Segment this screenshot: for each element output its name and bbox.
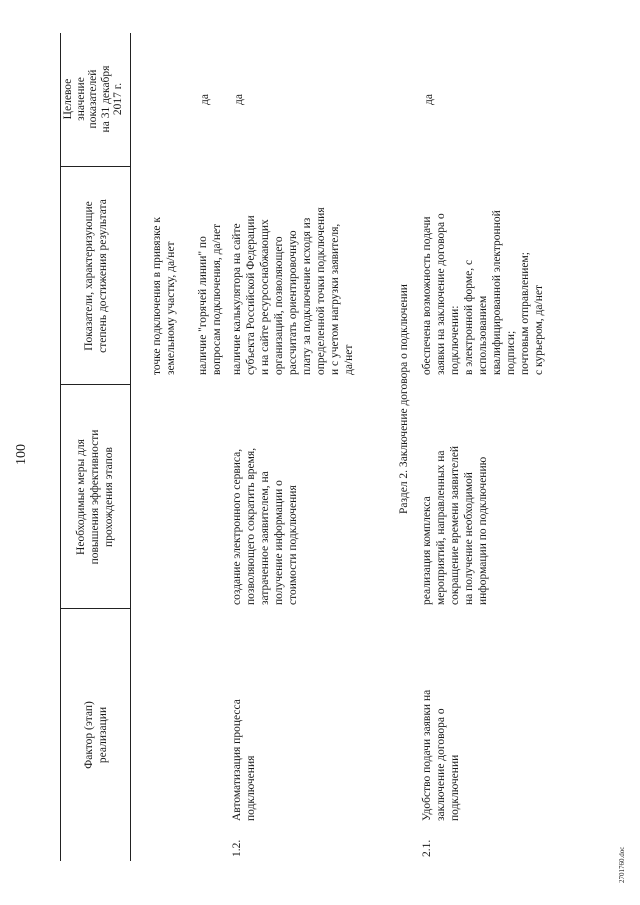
document-id: 2701760.doc: [618, 846, 626, 883]
indicator-hotline: наличие "горячей линии" по вопросам подключения, да/нет: [197, 223, 223, 375]
header-measures: Необходимые меры для повышения эффективности прохождения этапов: [75, 429, 115, 565]
column-divider-1: [60, 608, 130, 609]
column-divider-3: [60, 166, 130, 167]
header-target: Целевое значение показателей на 31 декабря 2017 г.: [62, 65, 124, 133]
column-divider-2: [60, 384, 130, 385]
indicator-continued-1: точке подключения в привязке к земельному участку, да/нет: [151, 217, 177, 375]
row-2-1-indicator: обеспечена возможность подачи заявки на заключение договора о подключении: в электронной форме, с использованием квалифицированной электронной подписи; почтовым отправлением; с курьером, да/нет: [421, 210, 545, 375]
row-1-2-factor: Автоматизация процесса подключения: [231, 699, 257, 821]
row-1-2-measure: создание электронного сервиса, позволяющего сократить время, затраченное заявителем, на получение информации о стоимости подключения: [231, 447, 299, 605]
row-1-2-target: да: [233, 94, 245, 105]
row-1-2-indicator: наличие калькулятора на сайте субъекта Российской Федерации и на сайте ресурсоснабжающих организаций, позволяющего рассчитать ориентировочную плату за подключение исходя из определенной точки подключения и с учетом нагрузки заявителя, да/нет: [231, 207, 355, 375]
row-2-1-factor: Удобство подачи заявки на заключение договора о подключении: [421, 689, 461, 821]
header-bottom-border: [130, 33, 131, 861]
header-factor: Фактор (этап) реализации: [83, 701, 109, 769]
target-hotline: да: [199, 94, 211, 105]
section-2-heading: Раздел 2. Заключение договора о подключении: [398, 284, 410, 514]
row-2-1-measure: реализация комплекса мероприятий, направленных на сокращение времени заявителей на получение необходимой информации по подключению: [421, 445, 489, 605]
page-number: 100: [14, 444, 29, 465]
table-top-border: [60, 33, 61, 861]
header-indicators: Показатели, характеризующие степень достижения результата: [83, 199, 109, 353]
row-2-1-target: да: [423, 94, 435, 105]
row-2-1-number: 2.1.: [421, 839, 433, 857]
row-1-2-number: 1.2.: [231, 839, 243, 857]
